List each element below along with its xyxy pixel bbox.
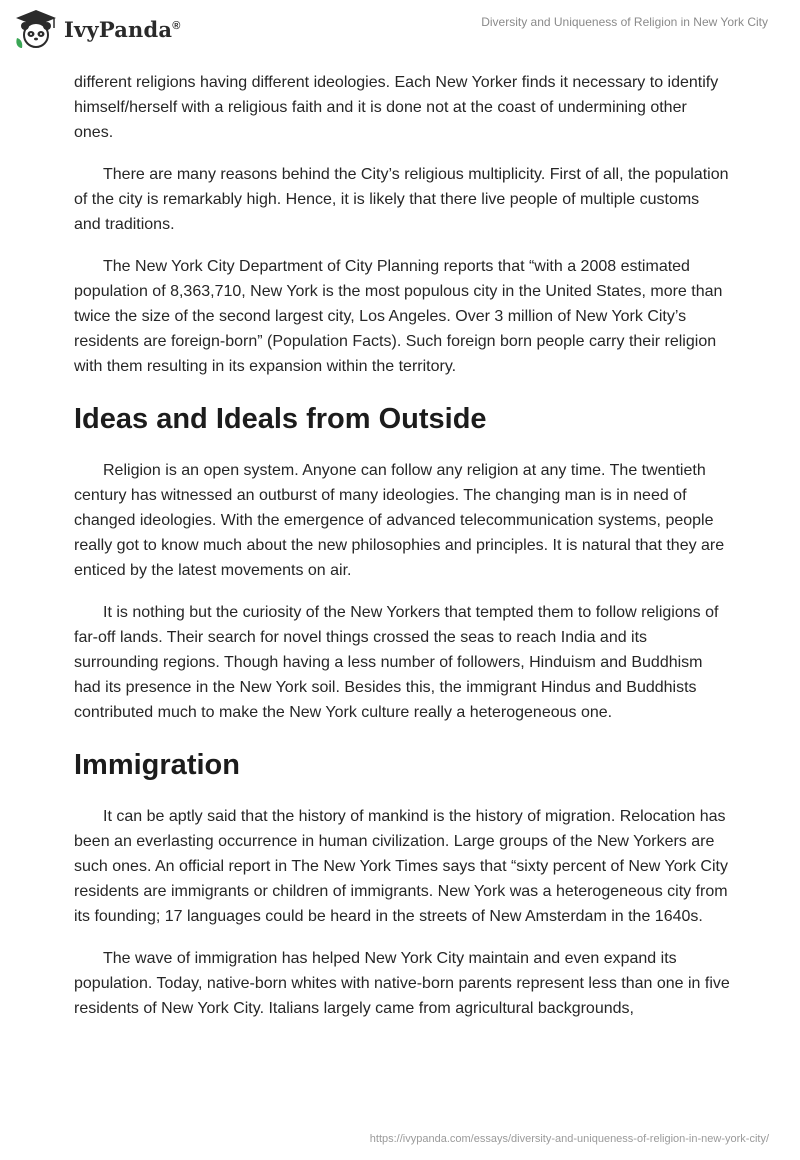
source-url-link[interactable]: https://ivypanda.com/essays/diversity-and-uniqueness-of-religion-in-new-york-city/: [369, 1133, 769, 1145]
document-title: Diversity and Uniqueness of Religion in New York City: [481, 15, 768, 29]
section-heading-ideas: Ideas and Ideals from Outside: [74, 403, 487, 435]
paragraph: different religions having different ideologies. Each New Yorker finds it necessary to identify himself/herself with a religious faith and it is done not at the coast of undermining other ones.: [74, 74, 719, 141]
panda-graduate-icon: [14, 8, 58, 50]
paragraph: The New York City Department of City Planning reports that “with a 2008 estimated population of 8,363,710, New York is the most populous city in the United States, more than twice the size of the second largest city, Los Angeles. Over 3 million of New York City’s residents are foreign-born” (Population Facts). Such foreign born people carry their religion with them resulting in its expansion within the territory.: [74, 258, 723, 375]
paragraph: Religion is an open system. Anyone can follow any religion at any time. The twentieth century has witnessed an outburst of many ideologies. The changing man is in need of changed ideologies. With the emergence of advanced telecommunication systems, people really got to know much about the new philosophies and principles. It is natural that they are enticed by the latest movements on air.: [74, 462, 725, 579]
page-header: [0, 0, 800, 60]
paragraph: There are many reasons behind the City’s religious multiplicity. First of all, the population of the city is remarkably high. Hence, it is likely that there live people of multiple customs and traditions.: [74, 166, 729, 233]
section-heading-immigration: Immigration: [74, 749, 240, 781]
trademark-symbol: ®: [172, 19, 181, 32]
essay-body: [74, 70, 730, 1038]
ivypanda-logo[interactable]: [14, 8, 181, 50]
brand-name: IvyPanda®: [64, 16, 181, 42]
paragraph: It is nothing but the curiosity of the New Yorkers that tempted them to follow religions of far-off lands. Their search for novel things crossed the seas to reach India and its surrounding regions. Though having a less number of followers, Hinduism and Buddhism had its presence in the New York soil. Besides this, the immigrant Hindus and Buddhists contributed much to make the New York culture really a heterogeneous one.: [74, 604, 719, 721]
paragraph: The wave of immigration has helped New York City maintain and even expand its population. Today, native-born whites with native-born parents represent less than one in five residents of New York City. Italians largely came from agricultural backgrounds,: [74, 950, 730, 1017]
paragraph: It can be aptly said that the history of mankind is the history of migration. Relocation has been an everlasting occurrence in human civilization. Large groups of the New Yorkers are such ones. An official report in The New York Times says that “sixty percent of New York City residents are immigrants or children of immigrants. New York was a heterogeneous city from its founding; 17 languages could be heard in the streets of New Amsterdam in the 1640s.: [74, 808, 728, 925]
